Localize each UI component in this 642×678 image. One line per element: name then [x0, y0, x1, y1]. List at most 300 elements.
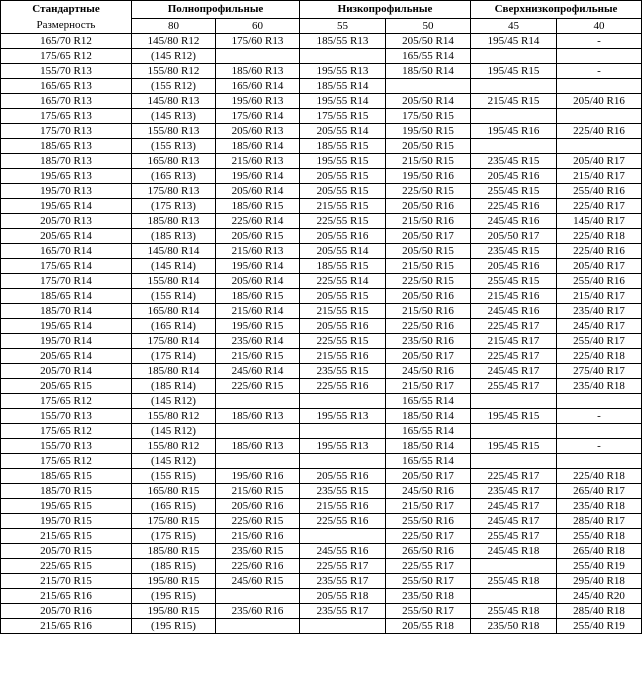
size-55-cell: [300, 424, 386, 439]
size-60-cell: 185/60 R15: [216, 289, 300, 304]
size-50-cell: 255/50 R17: [386, 574, 471, 589]
size-80-cell: (145 R12): [132, 49, 216, 64]
size-55-cell: 185/55 R15: [300, 139, 386, 154]
size-80-cell: 175/80 R13: [132, 184, 216, 199]
standard-size-cell: 185/70 R13: [1, 154, 132, 169]
size-80-cell: (145 R12): [132, 454, 216, 469]
size-55-cell: 225/55 R15: [300, 214, 386, 229]
size-40-cell: [557, 424, 642, 439]
size-50-cell: 205/50 R16: [386, 199, 471, 214]
table-row: [1, 544, 642, 559]
size-80-cell: (175 R13): [132, 199, 216, 214]
size-55-cell: 205/55 R18: [300, 589, 386, 604]
table-row: [1, 199, 642, 214]
size-80-cell: 165/80 R14: [132, 304, 216, 319]
size-40-cell: 225/40 R16: [557, 124, 642, 139]
size-50-cell: 225/50 R15: [386, 184, 471, 199]
size-55-cell: 195/55 R13: [300, 439, 386, 454]
size-80-cell: 195/80 R15: [132, 574, 216, 589]
size-55-cell: 205/55 R14: [300, 124, 386, 139]
standard-size-cell: 155/70 R13: [1, 64, 132, 79]
table-row: [1, 274, 642, 289]
standard-size-cell: 185/70 R15: [1, 484, 132, 499]
size-50-cell: 225/55 R17: [386, 559, 471, 574]
standard-size-cell: 185/65 R13: [1, 139, 132, 154]
table-row: [1, 289, 642, 304]
size-55-cell: 185/55 R13: [300, 34, 386, 49]
size-45-cell: 255/45 R15: [471, 274, 557, 289]
size-45-cell: 245/45 R17: [471, 364, 557, 379]
table-row: [1, 394, 642, 409]
standard-size-cell: 215/65 R16: [1, 589, 132, 604]
standard-size-cell: 195/65 R13: [1, 169, 132, 184]
size-80-cell: (155 R13): [132, 139, 216, 154]
size-50-cell: 225/50 R17: [386, 529, 471, 544]
size-60-cell: 245/60 R15: [216, 574, 300, 589]
table-row: [1, 109, 642, 124]
size-50-cell: 165/55 R14: [386, 454, 471, 469]
size-45-cell: 245/45 R18: [471, 544, 557, 559]
size-80-cell: (155 R14): [132, 289, 216, 304]
table-row: [1, 184, 642, 199]
size-55-cell: [300, 394, 386, 409]
size-80-cell: 145/80 R13: [132, 94, 216, 109]
size-45-cell: 205/50 R17: [471, 229, 557, 244]
size-40-cell: 255/40 R16: [557, 274, 642, 289]
standard-size-cell: 215/70 R15: [1, 574, 132, 589]
size-60-cell: 205/60 R16: [216, 499, 300, 514]
size-45-cell: 215/45 R17: [471, 334, 557, 349]
table-row: [1, 529, 642, 544]
size-45-cell: 235/45 R17: [471, 484, 557, 499]
size-60-cell: 215/60 R15: [216, 349, 300, 364]
size-40-cell: 205/40 R17: [557, 154, 642, 169]
size-80-cell: 155/80 R12: [132, 64, 216, 79]
table-row: [1, 64, 642, 79]
size-60-cell: 205/60 R15: [216, 229, 300, 244]
size-50-cell: 205/50 R17: [386, 229, 471, 244]
size-45-cell: 225/45 R16: [471, 199, 557, 214]
size-45-cell: [471, 454, 557, 469]
standard-size-cell: 205/70 R16: [1, 604, 132, 619]
size-60-cell: 225/60 R15: [216, 514, 300, 529]
size-50-cell: 205/50 R15: [386, 139, 471, 154]
size-45-cell: [471, 394, 557, 409]
table-body: [1, 34, 642, 634]
size-55-cell: 225/55 R16: [300, 514, 386, 529]
size-45-cell: 195/45 R15: [471, 409, 557, 424]
size-40-cell: 255/40 R19: [557, 559, 642, 574]
table-row: [1, 259, 642, 274]
size-80-cell: (145 R12): [132, 424, 216, 439]
size-40-cell: 225/40 R18: [557, 349, 642, 364]
size-40-cell: -: [557, 409, 642, 424]
size-80-cell: 175/80 R14: [132, 334, 216, 349]
table-row: [1, 454, 642, 469]
table-row: [1, 154, 642, 169]
table-row: [1, 364, 642, 379]
size-45-cell: 195/45 R14: [471, 34, 557, 49]
size-50-cell: 175/50 R15: [386, 109, 471, 124]
size-80-cell: (195 R15): [132, 619, 216, 634]
size-40-cell: 255/40 R17: [557, 334, 642, 349]
standard-size-cell: 165/65 R13: [1, 79, 132, 94]
table-row: [1, 244, 642, 259]
size-45-cell: 255/45 R17: [471, 379, 557, 394]
size-55-cell: 205/55 R16: [300, 319, 386, 334]
size-40-cell: 285/40 R17: [557, 514, 642, 529]
size-80-cell: (145 R14): [132, 259, 216, 274]
size-55-cell: 225/55 R14: [300, 274, 386, 289]
size-50-cell: 215/50 R16: [386, 304, 471, 319]
size-80-cell: (165 R15): [132, 499, 216, 514]
standard-size-cell: 185/70 R14: [1, 304, 132, 319]
size-45-cell: [471, 559, 557, 574]
size-45-cell: [471, 139, 557, 154]
size-45-cell: 255/45 R18: [471, 574, 557, 589]
size-55-cell: 215/55 R16: [300, 499, 386, 514]
size-80-cell: 155/80 R12: [132, 409, 216, 424]
size-50-cell: 235/50 R16: [386, 334, 471, 349]
size-80-cell: 145/80 R14: [132, 244, 216, 259]
size-55-cell: [300, 619, 386, 634]
size-50-cell: 255/50 R17: [386, 604, 471, 619]
standard-size-cell: 175/65 R12: [1, 424, 132, 439]
standard-size-cell: 205/65 R15: [1, 379, 132, 394]
table-row: [1, 409, 642, 424]
sub-header-55: 55: [300, 18, 386, 33]
size-45-cell: 255/45 R15: [471, 184, 557, 199]
size-60-cell: 195/60 R13: [216, 94, 300, 109]
size-60-cell: 235/60 R16: [216, 604, 300, 619]
size-80-cell: 155/80 R13: [132, 124, 216, 139]
size-55-cell: 205/55 R15: [300, 289, 386, 304]
size-55-cell: 235/55 R17: [300, 604, 386, 619]
standard-size-cell: 165/70 R14: [1, 244, 132, 259]
standard-size-cell: 175/65 R13: [1, 109, 132, 124]
standard-size-cell: 165/70 R12: [1, 34, 132, 49]
size-60-cell: 175/60 R13: [216, 34, 300, 49]
size-40-cell: 225/40 R18: [557, 469, 642, 484]
standard-size-cell: 205/65 R14: [1, 349, 132, 364]
size-40-cell: 255/40 R18: [557, 529, 642, 544]
size-50-cell: 165/55 R14: [386, 49, 471, 64]
standard-size-cell: 175/65 R14: [1, 259, 132, 274]
size-40-cell: 225/40 R18: [557, 229, 642, 244]
size-80-cell: (175 R15): [132, 529, 216, 544]
size-50-cell: [386, 79, 471, 94]
size-45-cell: [471, 49, 557, 64]
size-50-cell: 235/50 R18: [386, 589, 471, 604]
sub-header-50: 50: [386, 18, 471, 33]
size-50-cell: 255/50 R16: [386, 514, 471, 529]
size-50-cell: 165/55 R14: [386, 424, 471, 439]
size-40-cell: [557, 454, 642, 469]
size-60-cell: 205/60 R14: [216, 184, 300, 199]
size-55-cell: 195/55 R14: [300, 94, 386, 109]
size-60-cell: 195/60 R15: [216, 319, 300, 334]
size-45-cell: 245/45 R17: [471, 514, 557, 529]
size-80-cell: (145 R12): [132, 394, 216, 409]
table-row: [1, 514, 642, 529]
size-60-cell: 215/60 R16: [216, 529, 300, 544]
table-row: [1, 79, 642, 94]
table-row: [1, 349, 642, 364]
size-55-cell: 205/55 R14: [300, 244, 386, 259]
size-55-cell: 205/55 R16: [300, 229, 386, 244]
standard-size-cell: 175/65 R12: [1, 394, 132, 409]
size-55-cell: 205/55 R16: [300, 469, 386, 484]
standard-size-cell: 185/65 R15: [1, 469, 132, 484]
size-60-cell: 195/60 R14: [216, 259, 300, 274]
size-55-cell: 215/55 R15: [300, 199, 386, 214]
table-row: [1, 484, 642, 499]
size-45-cell: [471, 79, 557, 94]
size-40-cell: 265/40 R18: [557, 544, 642, 559]
size-50-cell: 205/50 R17: [386, 349, 471, 364]
size-40-cell: 225/40 R16: [557, 244, 642, 259]
size-50-cell: 205/50 R14: [386, 94, 471, 109]
table-row: [1, 469, 642, 484]
size-50-cell: 215/50 R15: [386, 154, 471, 169]
standard-size-cell: 155/70 R13: [1, 409, 132, 424]
size-40-cell: [557, 79, 642, 94]
size-80-cell: 175/80 R15: [132, 514, 216, 529]
size-50-cell: 245/50 R16: [386, 364, 471, 379]
size-55-cell: 205/55 R15: [300, 169, 386, 184]
size-60-cell: 215/60 R14: [216, 304, 300, 319]
size-50-cell: 215/50 R17: [386, 379, 471, 394]
table-row: [1, 169, 642, 184]
size-50-cell: 215/50 R15: [386, 259, 471, 274]
size-45-cell: [471, 424, 557, 439]
table-row: [1, 439, 642, 454]
size-55-cell: 185/55 R14: [300, 79, 386, 94]
table-row: [1, 334, 642, 349]
size-55-cell: 195/55 R13: [300, 409, 386, 424]
size-40-cell: 235/40 R17: [557, 304, 642, 319]
size-60-cell: 185/60 R14: [216, 139, 300, 154]
size-45-cell: 245/45 R17: [471, 499, 557, 514]
size-50-cell: 185/50 R14: [386, 409, 471, 424]
size-45-cell: 235/50 R18: [471, 619, 557, 634]
size-45-cell: [471, 109, 557, 124]
size-60-cell: 225/60 R15: [216, 379, 300, 394]
standard-size-cell: 195/65 R15: [1, 499, 132, 514]
size-80-cell: (185 R13): [132, 229, 216, 244]
table-row: [1, 139, 642, 154]
size-60-cell: 185/60 R15: [216, 199, 300, 214]
size-55-cell: 225/55 R16: [300, 379, 386, 394]
sub-header-45: 45: [471, 18, 557, 33]
size-45-cell: 195/45 R16: [471, 124, 557, 139]
standard-size-cell: 175/70 R14: [1, 274, 132, 289]
size-40-cell: 295/40 R18: [557, 574, 642, 589]
size-45-cell: 215/45 R15: [471, 94, 557, 109]
standard-size-cell: 205/70 R13: [1, 214, 132, 229]
table-row: [1, 34, 642, 49]
standard-size-cell: 185/65 R14: [1, 289, 132, 304]
sub-header-60: 60: [216, 18, 300, 33]
table-row: [1, 49, 642, 64]
size-40-cell: 245/40 R20: [557, 589, 642, 604]
group-header-full-profile: Полнопрофильные: [132, 1, 300, 19]
group-header-low-profile: Низкопрофильные: [300, 1, 471, 19]
size-60-cell: 185/60 R13: [216, 439, 300, 454]
standard-size-cell: 215/65 R15: [1, 529, 132, 544]
size-45-cell: 205/45 R16: [471, 259, 557, 274]
size-40-cell: 215/40 R17: [557, 289, 642, 304]
size-80-cell: (165 R13): [132, 169, 216, 184]
size-55-cell: 175/55 R15: [300, 109, 386, 124]
size-60-cell: 245/60 R14: [216, 364, 300, 379]
sub-header-40: 40: [557, 18, 642, 33]
size-55-cell: 215/55 R16: [300, 349, 386, 364]
size-80-cell: (175 R14): [132, 349, 216, 364]
size-50-cell: 225/50 R15: [386, 274, 471, 289]
size-60-cell: [216, 589, 300, 604]
size-40-cell: [557, 49, 642, 64]
standard-size-cell: 215/65 R16: [1, 619, 132, 634]
standard-size-cell: 195/65 R14: [1, 319, 132, 334]
size-40-cell: [557, 394, 642, 409]
size-45-cell: 195/45 R15: [471, 64, 557, 79]
size-55-cell: 225/55 R17: [300, 559, 386, 574]
size-80-cell: (155 R15): [132, 469, 216, 484]
size-60-cell: [216, 454, 300, 469]
size-55-cell: [300, 49, 386, 64]
table-row: [1, 304, 642, 319]
table-row: [1, 424, 642, 439]
size-60-cell: 165/60 R14: [216, 79, 300, 94]
table-row: [1, 124, 642, 139]
table-row: [1, 214, 642, 229]
size-55-cell: 245/55 R16: [300, 544, 386, 559]
standard-size-cell: 205/70 R14: [1, 364, 132, 379]
size-80-cell: 165/80 R13: [132, 154, 216, 169]
size-45-cell: 195/45 R15: [471, 439, 557, 454]
size-55-cell: 235/55 R17: [300, 574, 386, 589]
size-40-cell: 285/40 R18: [557, 604, 642, 619]
size-50-cell: 215/50 R16: [386, 214, 471, 229]
size-80-cell: (185 R15): [132, 559, 216, 574]
standard-size-cell: 175/65 R12: [1, 454, 132, 469]
size-55-cell: 195/55 R13: [300, 64, 386, 79]
standard-size-cell: 195/70 R14: [1, 334, 132, 349]
size-55-cell: 225/55 R15: [300, 334, 386, 349]
standard-size-cell: 155/70 R13: [1, 439, 132, 454]
size-60-cell: 215/60 R13: [216, 244, 300, 259]
size-45-cell: 225/45 R17: [471, 319, 557, 334]
table-row: [1, 604, 642, 619]
standard-size-cell: 175/65 R12: [1, 49, 132, 64]
size-45-cell: 245/45 R16: [471, 214, 557, 229]
size-50-cell: 185/50 R14: [386, 439, 471, 454]
size-60-cell: 185/60 R13: [216, 409, 300, 424]
size-60-cell: 205/60 R14: [216, 274, 300, 289]
size-50-cell: 205/50 R17: [386, 469, 471, 484]
size-60-cell: 175/60 R14: [216, 109, 300, 124]
size-45-cell: 255/45 R17: [471, 529, 557, 544]
standard-size-cell: 205/70 R15: [1, 544, 132, 559]
size-80-cell: 185/80 R14: [132, 364, 216, 379]
size-60-cell: 235/60 R14: [216, 334, 300, 349]
size-55-cell: 235/55 R15: [300, 364, 386, 379]
table-row: [1, 589, 642, 604]
size-45-cell: 215/45 R16: [471, 289, 557, 304]
size-50-cell: 195/50 R15: [386, 124, 471, 139]
size-40-cell: 255/40 R19: [557, 619, 642, 634]
size-50-cell: 225/50 R16: [386, 319, 471, 334]
size-80-cell: 155/80 R12: [132, 439, 216, 454]
size-40-cell: -: [557, 439, 642, 454]
size-80-cell: (165 R14): [132, 319, 216, 334]
size-60-cell: 195/60 R14: [216, 169, 300, 184]
standard-size-cell: 165/70 R13: [1, 94, 132, 109]
table-row: [1, 379, 642, 394]
standard-header-line1: Стандартные: [32, 3, 100, 15]
size-45-cell: 205/45 R16: [471, 169, 557, 184]
size-40-cell: [557, 139, 642, 154]
size-40-cell: 265/40 R17: [557, 484, 642, 499]
standard-size-cell: 195/65 R14: [1, 199, 132, 214]
size-40-cell: 145/40 R17: [557, 214, 642, 229]
table-row: [1, 229, 642, 244]
size-60-cell: 235/60 R15: [216, 544, 300, 559]
size-45-cell: 225/45 R17: [471, 469, 557, 484]
size-60-cell: 185/60 R13: [216, 64, 300, 79]
size-50-cell: 205/50 R14: [386, 34, 471, 49]
size-60-cell: 215/60 R13: [216, 154, 300, 169]
size-80-cell: (145 R13): [132, 109, 216, 124]
size-50-cell: 245/50 R16: [386, 484, 471, 499]
size-40-cell: [557, 109, 642, 124]
size-50-cell: 205/55 R18: [386, 619, 471, 634]
size-45-cell: 245/45 R16: [471, 304, 557, 319]
size-60-cell: [216, 619, 300, 634]
size-40-cell: 255/40 R16: [557, 184, 642, 199]
size-45-cell: 255/45 R18: [471, 604, 557, 619]
size-50-cell: 205/50 R16: [386, 289, 471, 304]
size-50-cell: 185/50 R14: [386, 64, 471, 79]
size-60-cell: 225/60 R14: [216, 214, 300, 229]
table-row: [1, 499, 642, 514]
table-row: [1, 319, 642, 334]
size-80-cell: 185/80 R15: [132, 544, 216, 559]
standard-size-cell: 205/65 R14: [1, 229, 132, 244]
group-header-ultra-low-profile: Сверхнизкопрофильные: [471, 1, 642, 19]
size-80-cell: (155 R12): [132, 79, 216, 94]
size-80-cell: 195/80 R15: [132, 604, 216, 619]
size-60-cell: 205/60 R13: [216, 124, 300, 139]
size-80-cell: 145/80 R12: [132, 34, 216, 49]
size-80-cell: 185/80 R13: [132, 214, 216, 229]
size-40-cell: 205/40 R16: [557, 94, 642, 109]
size-50-cell: 215/50 R17: [386, 499, 471, 514]
size-45-cell: 235/45 R15: [471, 154, 557, 169]
size-40-cell: -: [557, 64, 642, 79]
size-50-cell: 265/50 R16: [386, 544, 471, 559]
size-55-cell: [300, 529, 386, 544]
sub-header-80: 80: [132, 18, 216, 33]
size-60-cell: 195/60 R16: [216, 469, 300, 484]
table-row: [1, 619, 642, 634]
size-80-cell: 155/80 R14: [132, 274, 216, 289]
size-45-cell: 235/45 R15: [471, 244, 557, 259]
size-40-cell: 275/40 R17: [557, 364, 642, 379]
size-40-cell: 245/40 R17: [557, 319, 642, 334]
size-55-cell: 215/55 R15: [300, 304, 386, 319]
